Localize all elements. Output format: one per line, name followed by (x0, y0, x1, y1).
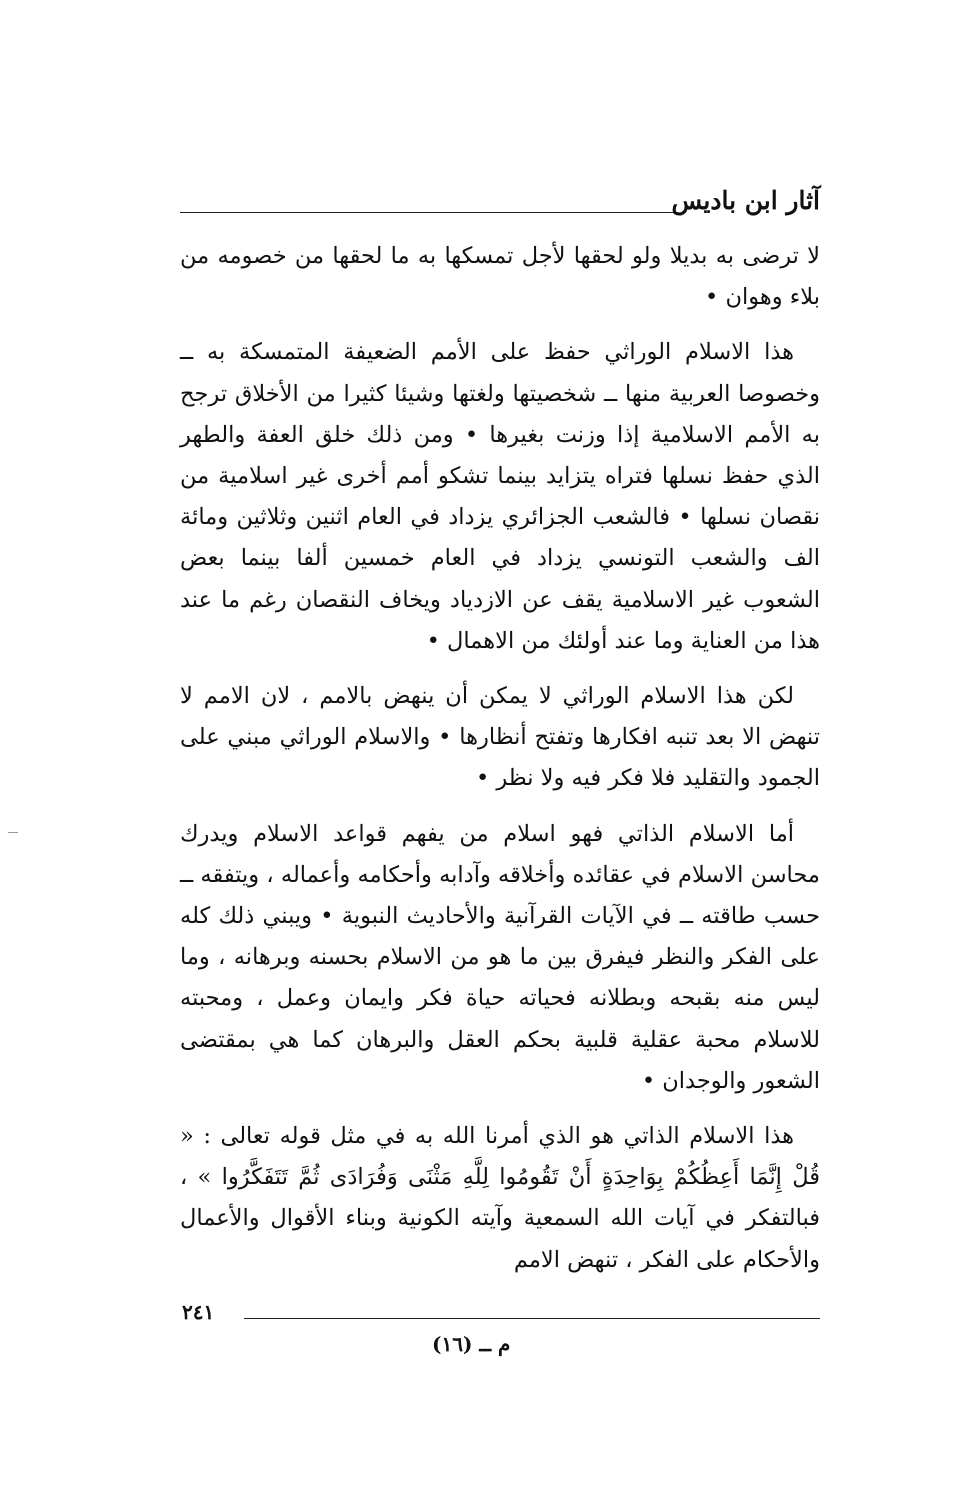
paragraph-cannot-uplift: لكن هذا الاسلام الوراثي لا يمكن أن ينهض بالامم ، لان الامم لا تنهض الا بعد تنبه افكارها وتفتح أنظارها • والاسلام الوراثي مبني على الجمود والتقليد فلا فكر فيه ولا نظر • (180, 683, 820, 792)
running-header (180, 186, 820, 226)
printer-signature-mark: م ــ (١٦) (432, 1332, 511, 1356)
footer-rule (244, 1318, 820, 1319)
body-text (180, 236, 820, 1295)
paragraph-quran-verse: هذا الاسلام الذاتي هو الذي أمرنا الله به في مثل قوله تعالى : « قُلْ إِنَّمَا أَعِظُكُمْ بِوَاحِدَةٍ أَنْ تَقُومُوا لِلَّهِ مَثْنَى وَفُرَادَى ثُمَّ تَتَفَكَّرُوا » ، فبالتفكر في آيات الله السمعية وآيته الكونية وبناء الأقوال والأعمال والأحكام على الفكر ، تنهض الامم (180, 1123, 820, 1273)
page-number: ٢٤١ (182, 1300, 215, 1324)
paragraph-self-islam: أما الاسلام الذاتي فهو اسلام من يفهم قواعد الاسلام ويدرك محاسن الاسلام في عقائده وأخلاقه وآدابه وأحكامه وأعماله ، ويتفقه ــ حسب طاقته ــ في الآيات القرآنية والأحاديث النبوية • ويبني ذلك كله على الفكر والنظر فيفرق بين ما هو من الاسلام بحسنه وبرهانه ، وما ليس منه بقبحه وبطلانه فحياته حياة فكر وايمان وعمل ، ومحبته للاسلام محبة عقلية قلبية بحكم العقل والبرهان كما هي بمقتضى الشعور والوجدان • (180, 820, 820, 1094)
paragraph-continuation: لا ترضى به بديلا ولو لحقها لأجل تمسكها به ما لحقها من خصومه من بلاء وهوان • (180, 243, 820, 311)
paragraph-inherited-islam: هذا الاسلام الوراثي حفظ على الأمم الضعيفة المتمسكة به ــ وخصوصا العربية منها ــ شخصيتها ولغتها وشيئا كثيرا من الأخلاق ترجح به الأمم الاسلامية إذا وزنت بغيرها • ومن ذلك خلق العفة والطهر الذي حفظ نسلها فتراه يتزايد بينما تشكو أمم أخرى غير اسلامية من نقصان نسلها • فالشعب الجزائري يزداد في العام اثنين وثلاثين ومائة الف والشعب التونسي يزداد في العام خمسين ألفا بينما بعض الشعوب غير الاسلامية يقف عن الازدياد ويخاف النقصان رغم ما عند هذا من العناية وما عند أولئك من الاهمال • (180, 339, 820, 654)
margin-tick (8, 832, 18, 833)
header-title: آثار ابن باديس (671, 186, 820, 215)
header-rule (180, 212, 678, 213)
